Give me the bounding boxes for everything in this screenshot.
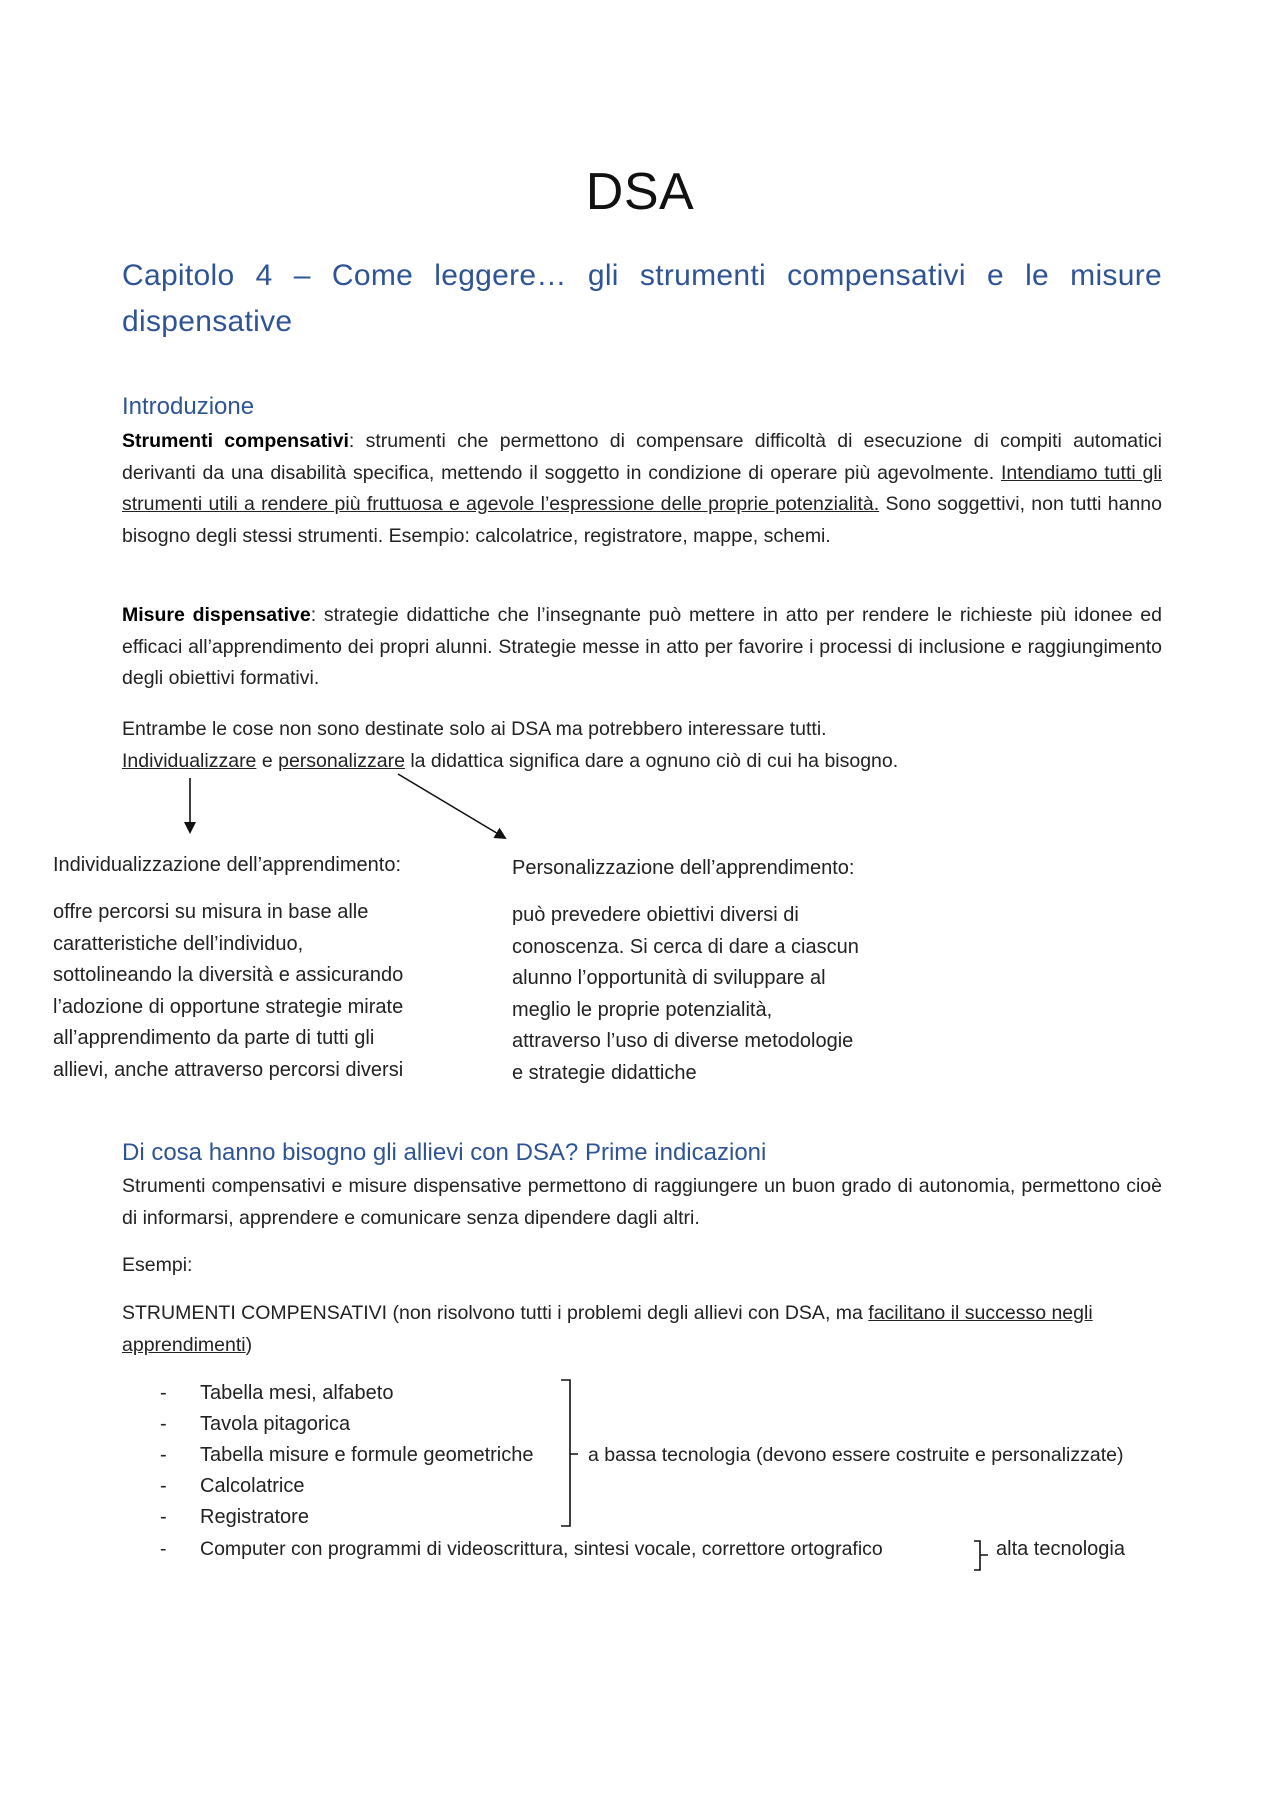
list-item [160,1378,393,1409]
list-item [160,1471,304,1502]
word-personalizzare: personalizzare [278,749,405,772]
low-tech-label: a bassa tecnologia (devono essere costruite e personalizzate) [588,1444,1124,1466]
list-dash: - [160,1382,167,1404]
left-box-line: allievi, anche attraverso percorsi diversi [53,1058,404,1081]
left-box-body [53,897,403,1086]
paragraph-autonomia: Strumenti compensativi e misure dispensative permettono di raggiungere un buon grado di autonomia, permettono cioè di informarsi, apprendere e comunicare senza dipendere dagli altri. [122,1175,1162,1229]
term-misure-dispensative: Misure dispensative [122,604,311,626]
left-box-heading: Individualizzazione dell’apprendimento: [53,854,401,876]
conjunction: e [256,749,279,772]
tools-intro-underlined: facilitano il successo negli apprendimenti [122,1302,1093,1356]
list-dash: - [160,1538,167,1560]
arrow-diagonal-personalizzare [398,774,505,838]
bracket-high-tech [974,1541,988,1570]
list-item-label: Tabella mesi, alfabeto [200,1382,394,1404]
right-box-body [512,900,859,1089]
left-box-line: all’apprendimento da parte di tutti gli [53,1027,375,1049]
right-box-line: alunno l’opportunità di sviluppare al [512,967,826,989]
right-box-line: conoscenza. Si cerca di dare a ciascun [512,935,859,958]
list-item-label: Computer con programmi di videoscrittura, sintesi vocale, correttore ortografico [200,1538,883,1560]
definition-text: : strumenti che permettono di compensare difficoltà di esecuzione di compiti automatici derivanti da una disabilità specifica, mettendo il soggetto in condizione di operare più agevolmente. [122,430,1162,484]
list-item-label: Calcolatrice [200,1475,305,1497]
list-item [160,1409,350,1440]
list-item-label: Tavola pitagorica [200,1413,351,1435]
section-heading-bisogni: Di cosa hanno bisogno gli allievi con DSA? Prime indicazioni [122,1139,767,1166]
right-box-heading: Personalizzazione dell’apprendimento: [512,857,855,879]
left-box-line: offre percorsi su misura in base alle [53,901,369,923]
list-item [160,1502,309,1533]
line-rest: la didattica significa dare a ognuno ciò di cui ha bisogno. [404,749,899,772]
bracket-low-tech [561,1380,578,1526]
tools-intro-text: STRUMENTI COMPENSATIVI (non risolvono tutti i problemi degli allievi con DSA, ma [122,1302,869,1324]
list-dash: - [160,1444,167,1466]
right-box-line: attraverso l’uso di diverse metodologie [512,1030,854,1052]
page-title: DSA [585,163,695,221]
tools-intro-close: ) [245,1333,253,1356]
list-item-label: Tabella misure e formule geometriche [200,1444,534,1466]
right-box-line: e strategie didattiche [512,1061,697,1084]
chapter-title: Capitolo 4 – Come leggere… gli strumenti compensativi e le misure dispensative [122,259,1162,338]
right-box-line: può prevedere obiettivi diversi di [512,904,799,926]
left-box-line: caratteristiche dell’individuo, [53,932,304,955]
list-item [160,1440,534,1471]
list-item-label: Registratore [200,1506,309,1528]
term-strumenti-compensativi: Strumenti compensativi [122,430,349,452]
list-dash: - [160,1506,167,1528]
left-box-line: sottolineando la diversità e assicurando [53,964,404,986]
high-tech-label: alta tecnologia [996,1538,1125,1560]
underlined-sentence: Intendiamo tutti gli strumenti utili a rendere più fruttuosa e agevole l’espressione delle proprie potenzialità. [122,461,1163,515]
section-heading-introduzione: Introduzione [122,393,255,420]
entrambe-line: Entrambe le cose non sono destinate solo ai DSA ma potrebbero interessare tutti. [122,718,827,740]
examples-label: Esempi: [122,1254,193,1276]
left-box-line: l’adozione di opportune strategie mirate [53,995,404,1018]
paragraph-tail: Sono soggettivi, non tutti hanno bisogno degli stessi strumenti. Esempio: calcolatrice, registratore, mappe, schemi. [122,493,1162,547]
right-box-line: meglio le proprie potenzialità, [512,998,773,1021]
list-item [160,1534,883,1565]
definition-text: : strategie didattiche che l’insegnante può mettere in atto per rendere le richieste più idonee ed efficaci all’apprendimento dei propri alunni. Strategie messe in atto per favorire i processi di inclusione e raggiungimento degli obiettivi formativi. [122,604,1162,689]
list-dash: - [160,1475,167,1497]
tools-intro [122,1298,1162,1361]
list-dash: - [160,1413,167,1435]
word-individualizzare: Individualizzare [122,749,257,772]
